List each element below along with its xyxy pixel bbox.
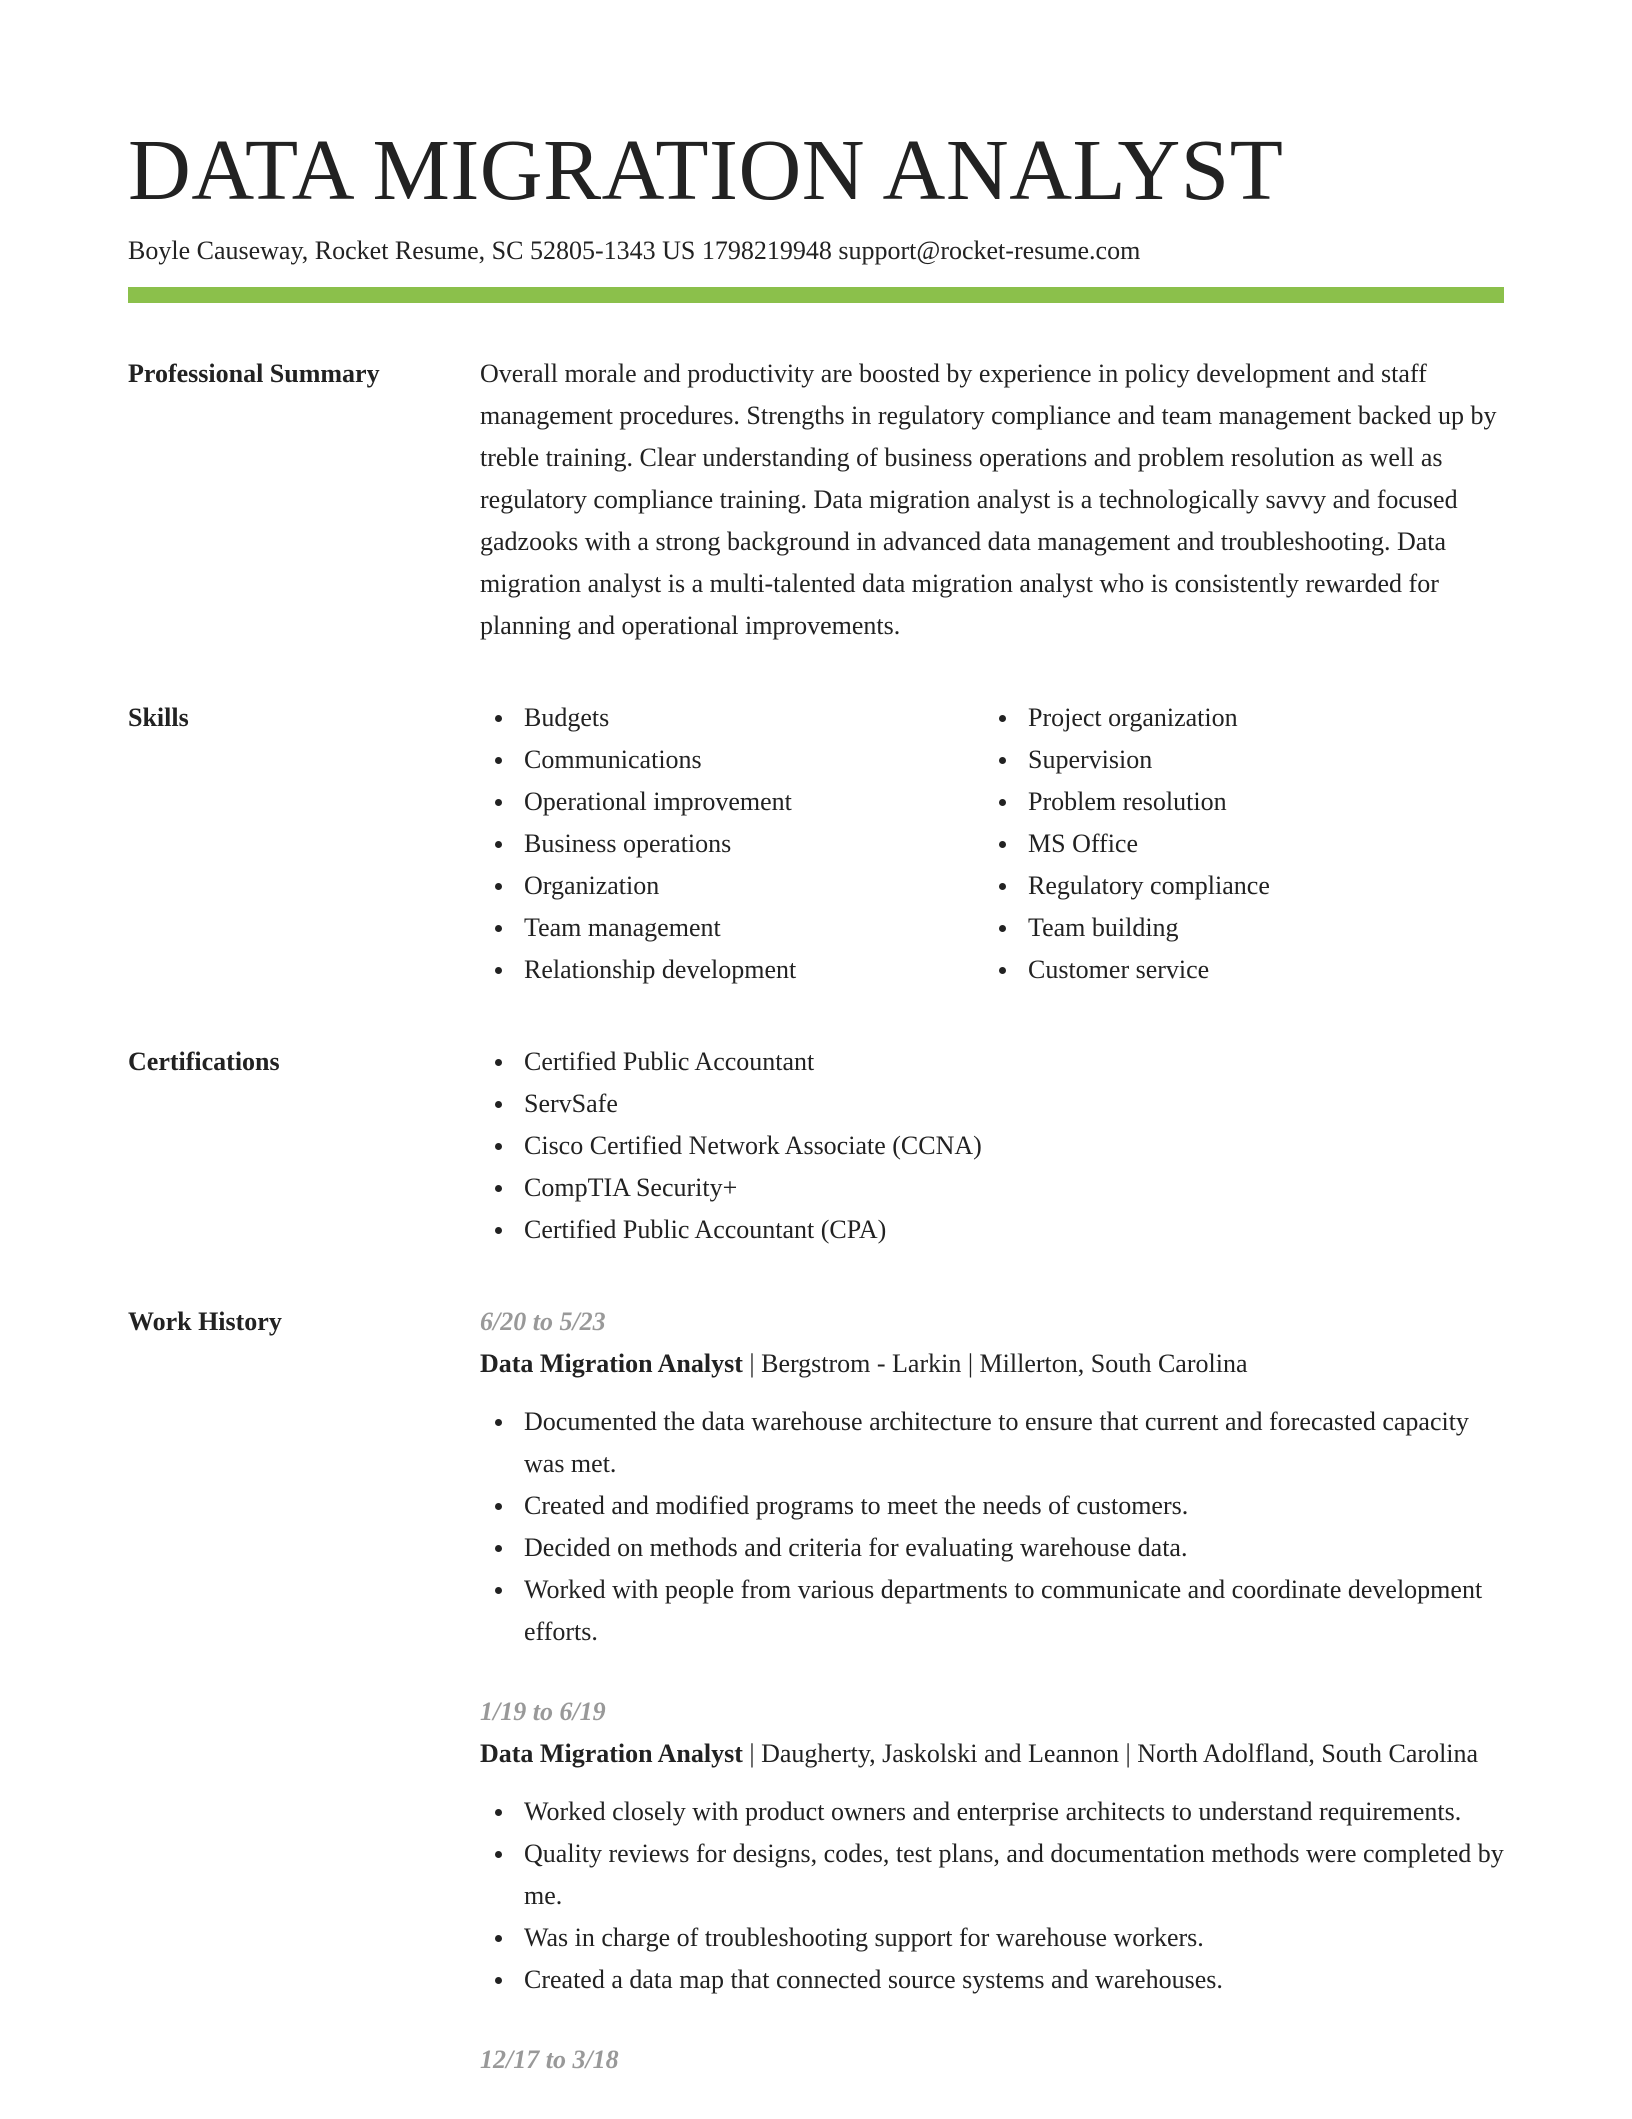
job-entry — [480, 1301, 1504, 1653]
skill-item: Relationship development — [524, 949, 984, 991]
job-bullet: Documented the data warehouse architecture to ensure that current and forecasted capacity was met. — [524, 1401, 1504, 1485]
skill-item: Team building — [1028, 907, 1504, 949]
summary-section — [128, 353, 1504, 647]
job-bullet: Was in charge of troubleshooting support for warehouse workers. — [524, 1917, 1504, 1959]
skill-item: Team management — [524, 907, 984, 949]
skill-item: Customer service — [1028, 949, 1504, 991]
job-dates: 6/20 to 5/23 — [480, 1307, 606, 1336]
certifications-section — [128, 1041, 1504, 1251]
job-bullets — [480, 1791, 1504, 2001]
skill-item: Regulatory compliance — [1028, 865, 1504, 907]
job-bullet: Quality reviews for designs, codes, test plans, and documentation methods were completed by me. — [524, 1833, 1504, 1917]
skill-item: Project organization — [1028, 697, 1504, 739]
job-employer-location: | Daugherty, Jaskolski and Leannon | North Adolfland, South Carolina — [742, 1739, 1479, 1768]
section-title: Professional Summary — [128, 359, 380, 388]
resume-name: DATA MIGRATION ANALYST — [128, 121, 1284, 218]
skill-item: Supervision — [1028, 739, 1504, 781]
section-title: Skills — [128, 703, 189, 732]
skill-item: Communications — [524, 739, 984, 781]
job-heading — [480, 1733, 1504, 1775]
resume-page — [128, 120, 1504, 2119]
skills-grid — [480, 697, 1504, 991]
job-dates: 1/19 to 6/19 — [480, 1697, 606, 1726]
certification-item: ServSafe — [524, 1083, 1504, 1125]
job-heading — [480, 1343, 1504, 1385]
job-entry — [480, 2039, 1504, 2081]
skill-item: Budgets — [524, 697, 984, 739]
job-title: Data Migration Analyst — [480, 1739, 743, 1768]
contact-line: Boyle Causeway, Rocket Resume, SC 52805-1343 US 1798219948 support@rocket-resume.com — [128, 236, 1141, 265]
skill-item: Operational improvement — [524, 781, 984, 823]
job-entry — [480, 1691, 1504, 2001]
skill-item: Problem resolution — [1028, 781, 1504, 823]
job-title: Data Migration Analyst — [480, 1349, 743, 1378]
job-bullet: Created a data map that connected source systems and warehouses. — [524, 1959, 1504, 2001]
certification-item: Certified Public Accountant (CPA) — [524, 1209, 1504, 1251]
skill-item: MS Office — [1028, 823, 1504, 865]
jobs-list — [480, 1301, 1504, 2119]
job-bullet: Worked with people from various departments to communicate and coordinate development efforts. — [524, 1569, 1504, 1653]
section-body — [480, 1041, 1504, 1251]
skill-item: Business operations — [524, 823, 984, 865]
section-body — [480, 353, 1504, 647]
certifications-list — [480, 1041, 1504, 1251]
job-bullet: Created and modified programs to meet the needs of customers. — [524, 1485, 1504, 1527]
skills-left-list — [480, 697, 984, 991]
skills-right-list — [984, 697, 1504, 991]
job-dates: 12/17 to 3/18 — [480, 2045, 619, 2074]
section-title: Certifications — [128, 1047, 280, 1076]
skills-section — [128, 697, 1504, 991]
certification-item: Certified Public Accountant — [524, 1041, 1504, 1083]
job-bullet: Worked closely with product owners and enterprise architects to understand requirements. — [524, 1791, 1504, 1833]
accent-divider — [128, 287, 1504, 303]
job-bullets — [480, 1401, 1504, 1653]
skill-item: Organization — [524, 865, 984, 907]
job-employer-location: | Bergstrom - Larkin | Millerton, South Carolina — [742, 1349, 1248, 1378]
certification-item: CompTIA Security+ — [524, 1167, 1504, 1209]
job-bullet: Decided on methods and criteria for evaluating warehouse data. — [524, 1527, 1504, 1569]
work-history-section — [128, 1301, 1504, 2119]
summary-text: Overall morale and productivity are boosted by experience in policy development and staff management procedures. Strengths in regulatory compliance and team management backed up by treble training. Clear understanding of business operations and problem resolution as well as regulatory compliance training. Data migration analyst is a technologically savvy and focused gadzooks with a strong background in advanced data management and troubleshooting. Data migration analyst is a multi-talented data migration analyst who is consistently rewarded for planning and operational improvements. — [480, 359, 1497, 640]
section-title: Work History — [128, 1307, 282, 1336]
certification-item: Cisco Certified Network Associate (CCNA) — [524, 1125, 1504, 1167]
